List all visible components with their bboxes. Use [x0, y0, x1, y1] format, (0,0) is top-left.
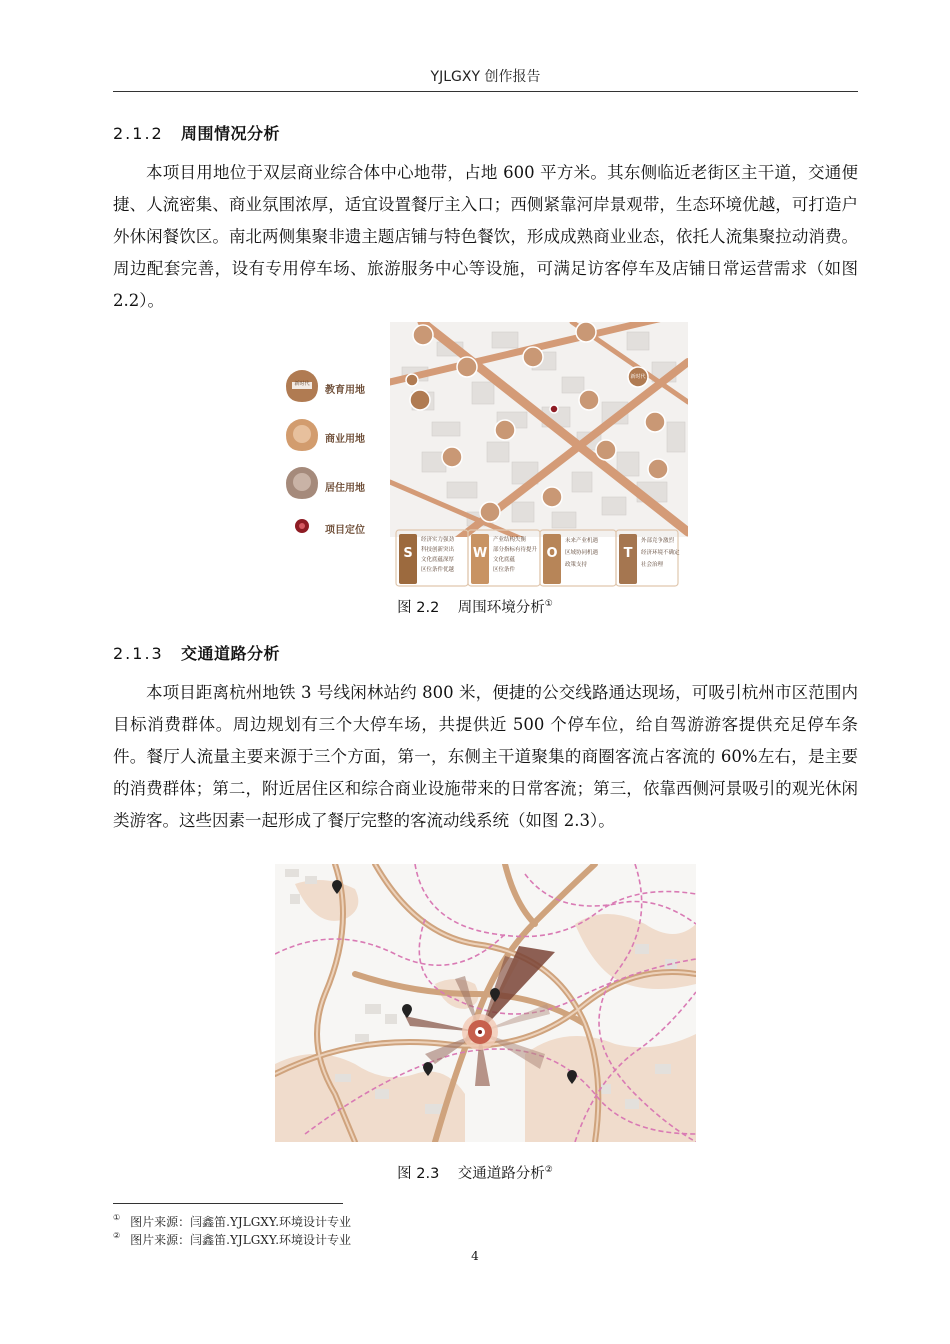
footnote-mark: ① [113, 1213, 121, 1222]
swot-items-s [421, 535, 454, 575]
section-title: 交通道路分析 [181, 644, 281, 663]
swot-item: 科技创新突出 [421, 547, 455, 553]
swot-items-o [565, 535, 598, 571]
legend-label-project: 项目定位 [325, 525, 365, 536]
footnote-text: 图片来源：闫鑫笛.YJLGXY.环境设计专业 [130, 1215, 352, 1229]
legend-label-education: 教育用地 [325, 385, 365, 396]
swot-letter-s: S [403, 546, 413, 561]
swot-letter-w: W [472, 546, 488, 561]
figure-caption-2-2 [0, 596, 950, 617]
project-center-marker [462, 1014, 498, 1050]
section-number: 2.1.2 [113, 124, 164, 143]
figure-traffic-map [275, 864, 696, 1142]
caption-label: 图 2.3 [397, 1166, 440, 1182]
swot-item: 区域协同机遇 [565, 550, 599, 556]
traffic-map-graphic [275, 864, 696, 1142]
swot-letter-t: T [623, 546, 633, 561]
caption-text: 周围环境分析 [457, 600, 545, 616]
legend-item-commercial [286, 419, 318, 451]
swot-item: 产业结构失衡 [493, 537, 527, 543]
swot-item: 区位条件 [493, 567, 516, 573]
caption-text: 交通道路分析 [457, 1166, 545, 1182]
swot-items-t [641, 535, 680, 571]
section-number: 2.1.3 [113, 644, 164, 663]
isometric-city-map [390, 322, 688, 552]
footnote-ref: ① [544, 599, 553, 610]
swot-item: 文化底蕴深厚 [421, 557, 455, 563]
section-heading-2-1-2 [113, 121, 280, 144]
legend-item-project-location [295, 519, 309, 533]
paragraph-traffic: 本项目距离杭州地铁 3 号线闲林站约 800 米，便捷的公交线路通达现场，可吸引杭州市区范围内目标消费群体。周边规划有三个大停车场，共提供近 500 个停车位，给自驾游游客提供充足停车条件。餐厅人流量主要来源于三个方面，第一，东侧主干道聚集的商圈客流占客流的 60%左右，是主要的消费群体；第二，附近居住区和综合商业设施带来的日常客流；第三，依靠西侧河景吸引的观光休闲类游客。这些因素一起形成了餐厅完整的客流动线系统（如图 2.3）。 [113, 683, 858, 830]
running-header: YJLGXY 创作报告 [430, 69, 541, 85]
swot-item: 未来产业机遇 [565, 538, 599, 544]
badge-text-right: 新时代 [630, 374, 646, 380]
caption-label: 图 2.2 [397, 600, 440, 616]
footnote-1 [113, 1213, 351, 1230]
land-use-legend [286, 370, 318, 533]
swot-item: 部分指标有待提升 [493, 547, 538, 553]
footnote-rule [113, 1203, 343, 1204]
swot-item: 经济实力强劲 [421, 537, 455, 543]
legend-item-residential [286, 467, 318, 499]
header-rule [113, 91, 858, 92]
footnote-ref: ② [544, 1165, 553, 1176]
swot-item: 政策支持 [565, 562, 588, 568]
swot-item: 经济环境不确定 [641, 550, 680, 556]
project-location-marker [550, 405, 558, 413]
figure-caption-2-3 [0, 1162, 950, 1183]
figure-surroundings-map [272, 322, 688, 590]
section-heading-2-1-3 [113, 641, 280, 664]
swot-letter-o: O [546, 546, 558, 561]
legend-label-residential: 居住用地 [325, 483, 365, 494]
footnote-text: 图片来源：闫鑫笛.YJLGXY.环境设计专业 [130, 1233, 352, 1247]
page-number: 4 [471, 1249, 479, 1263]
swot-item: 文化底蕴 [493, 557, 516, 563]
badge-text-left: 新时代 [294, 381, 310, 387]
footnote-mark: ② [113, 1231, 121, 1240]
swot-item: 社会治理 [641, 562, 664, 568]
swot-item: 外部竞争激烈 [641, 538, 675, 544]
section-title: 周围情况分析 [181, 124, 281, 143]
swot-item: 区位条件优越 [421, 567, 455, 573]
swot-items-w [493, 535, 537, 575]
paragraph-surroundings: 本项目用地位于双层商业综合体中心地带，占地 600 平方米。其东侧临近老街区主干道，交通便捷、人流密集、商业氛围浓厚，适宜设置餐厅主入口；西侧紧靠河岸景观带，生态环境优越，可打造户外休闲餐饮区。南北两侧集聚非遗主题店铺与特色餐饮，形成成熟商业业态，依托人流集聚拉动消费。周边配套完善，设有专用停车场、旅游服务中心等设施，可满足访客停车及店铺日常运营需求（如图 2.2）。 [113, 163, 858, 310]
footnote-2 [113, 1231, 351, 1248]
legend-label-commercial: 商业用地 [325, 434, 365, 445]
